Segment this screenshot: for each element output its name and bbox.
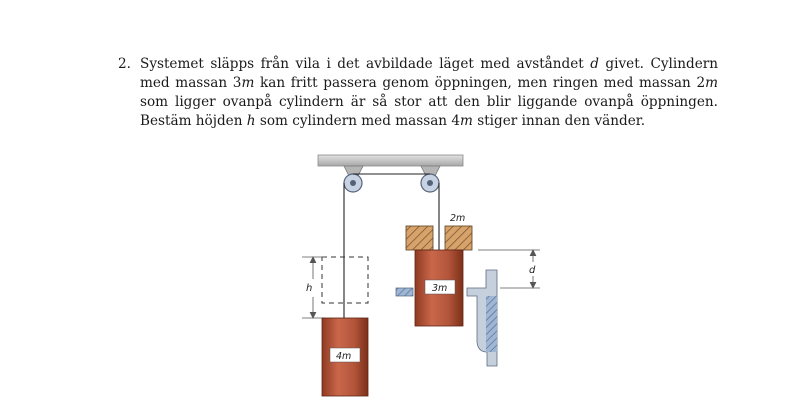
- text-segment: givet. Cylindern med massan 3: [140, 56, 718, 91]
- wall-hatch: [486, 296, 497, 352]
- math-variable: m: [705, 75, 719, 91]
- label-3m: 3m: [432, 283, 448, 294]
- left-pulley: [344, 174, 362, 192]
- text-segment: som ligger ovanpå cylindern är så stor att den blir liggande ovanpå öppningen. Bestäm höjden: [140, 94, 718, 129]
- right-pulley: [421, 174, 439, 192]
- dashed-outline-4m: [322, 257, 368, 303]
- math-variable: m: [460, 113, 473, 129]
- problem-number: 2.: [118, 56, 131, 72]
- text-segment: som cylindern med massan 4: [255, 113, 461, 129]
- ring-2m-right: [445, 226, 472, 250]
- ring-2m-left: [406, 226, 433, 250]
- text-segment: stiger innan den vänder.: [472, 113, 646, 129]
- math-variable: m: [241, 75, 255, 91]
- opening-plate-left: [396, 288, 413, 296]
- math-variable: d: [590, 56, 599, 72]
- label-4m: 4m: [336, 351, 352, 362]
- label-2m: 2m: [450, 213, 466, 224]
- text-segment: Systemet släpps från vila i det avbildade läget med avståndet: [140, 56, 591, 72]
- text-segment: kan fritt passera genom öppningen, men ringen med massan 2: [254, 75, 706, 91]
- label-h: h: [306, 283, 313, 294]
- ceiling: [318, 155, 463, 166]
- label-d: d: [529, 265, 536, 276]
- math-variable: h: [246, 113, 256, 129]
